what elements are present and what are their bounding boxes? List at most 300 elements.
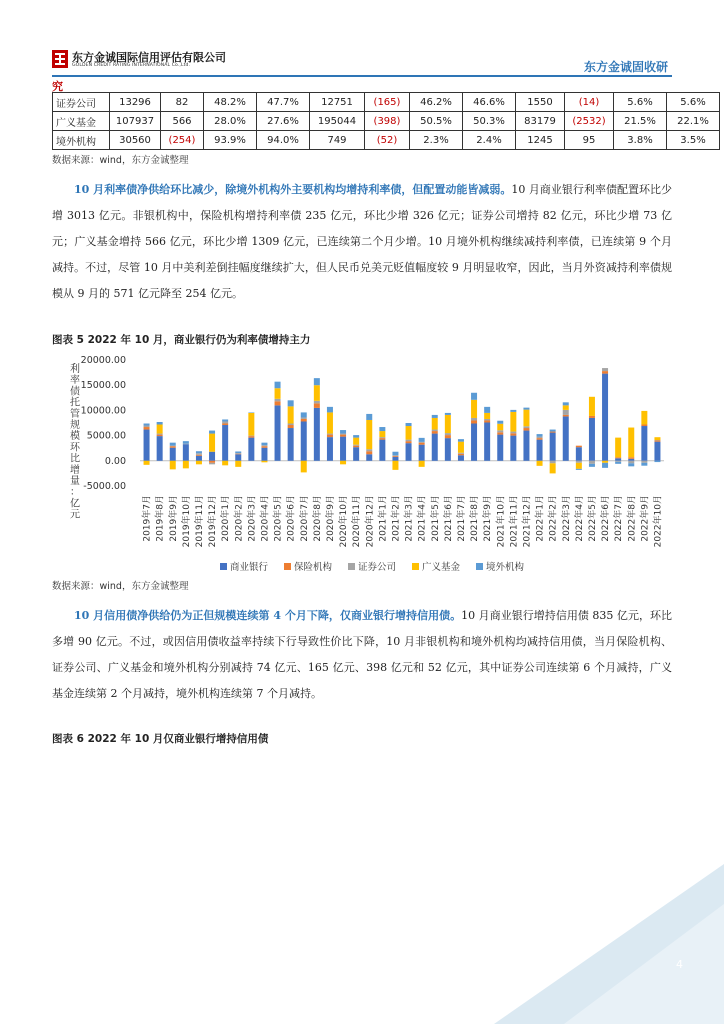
table-cell: 27.6% [257,112,310,131]
bar-segment [497,432,503,434]
table-cell: 2.4% [463,131,516,150]
bar-segment [419,443,425,445]
bar-segment [353,438,359,445]
bar-segment [484,419,490,421]
bar-segment [432,418,438,430]
x-tick-label: 2021年9月 [483,495,494,542]
bar-segment [235,454,241,461]
bar-segment [275,405,281,460]
row-label: 证券公司 [53,93,110,112]
page-number: 4 [676,958,683,971]
bar-segment [406,426,412,440]
bar-segment [589,464,595,467]
table-cell: 50.3% [463,112,516,131]
x-tick-label: 2020年2月 [234,495,245,542]
bar-segment [209,434,215,452]
table-cell: 28.0% [204,112,257,131]
bar-segment [196,456,202,461]
bar-segment [523,431,529,461]
bar-segment [602,368,608,371]
bar-segment [235,453,241,454]
x-tick-label: 2022年6月 [601,495,612,542]
bar-segment [235,451,241,453]
bar-segment [314,385,320,401]
x-tick-label: 2021年7月 [456,495,467,542]
bar-segment [550,463,556,473]
legend-swatch [220,563,227,570]
x-tick-label: 2022年5月 [587,495,598,542]
bar-segment [183,444,189,461]
y-tick-label: 0.00 [104,455,126,467]
bar-segment [379,438,385,440]
bar-segment [484,413,490,419]
table-cell: 13296 [110,93,161,112]
bar-segment [628,459,634,461]
bar-segment [563,405,569,410]
bar-segment [615,462,621,464]
bar-segment [406,441,412,443]
bar-segment [615,461,621,462]
bar-segment [235,461,241,467]
bar-segment [392,457,398,461]
bar-segment [288,428,294,461]
bar-segment [654,442,660,461]
x-tick-label: 2020年6月 [286,495,297,542]
bar-segment [510,432,516,434]
bar-segment [484,420,490,422]
bar-segment [510,433,516,435]
bar-segment [510,412,516,432]
brand-title: 东方金诚固收研 [583,60,668,74]
bar-segment [340,461,346,465]
bar-segment [432,430,438,432]
bar-segment [209,463,215,465]
bar-segment [654,437,660,440]
bar-segment [261,448,267,461]
bar-segment [458,454,464,456]
bar-segment [327,407,333,413]
x-tick-label: 2020年11月 [352,495,363,548]
bar-segment [445,415,451,433]
bar-segment [628,463,634,466]
table-cell: 82 [161,93,204,112]
bar-segment [144,424,150,426]
y-tick-label: 20000.00 [80,355,126,366]
table-cell: 566 [161,112,204,131]
bar-segment [641,426,647,461]
x-tick-label: 2022年9月 [640,495,651,542]
table-cell: 93.9% [204,131,257,150]
bar-segment [445,438,451,461]
bar-segment [222,425,228,461]
bar-segment [353,447,359,461]
bar-segment [654,440,660,441]
bar-segment [157,436,163,461]
bar-segment [222,461,228,466]
company-name-cn: 东方金诚国际信用评估有限公司 [72,51,226,64]
bar-segment [432,431,438,434]
y-tick-label: 15000.00 [80,380,126,392]
paragraph-credit [52,603,672,707]
bar-segment [510,410,516,412]
bar-segment [261,443,267,446]
bar-segment [628,461,634,464]
bar-segment [654,461,660,462]
bar-segment [576,461,582,463]
bar-segment [170,446,176,447]
bar-segment [458,455,464,461]
paragraph-rates-lead: 10 月利率债净供给环比减少，除境外机构外主要机构均增持利率债，但配置动能皆减弱。 [74,183,512,196]
table-cell: (254) [161,131,204,150]
bar-segment [301,461,307,473]
bar-segment [432,415,438,418]
table-cell: 94.0% [257,131,310,150]
bar-segment [301,417,307,419]
x-tick-label: 2020年1月 [221,495,232,542]
bar-segment [458,439,464,442]
table-cell: 749 [310,131,365,150]
bar-segment [497,424,503,431]
table-cell: 21.5% [614,112,667,131]
bar-segment [563,410,569,415]
bar-segment [170,446,176,448]
bar-segment [563,415,569,417]
bar-segment [353,435,359,438]
bar-segment [366,414,372,420]
bar-segment [157,434,163,435]
x-tick-label: 2022年8月 [627,495,638,542]
bar-segment [183,441,189,444]
bar-segment [366,420,372,449]
bar-segment [484,422,490,460]
bar-segment [576,469,582,470]
table-cell: 5.6% [614,93,667,112]
paragraph-rates-body: 10 月商业银行利率债配置环比少增 3013 亿元。非银机构中，保险机构增持利率债 235 亿元，环比少增 326 亿元；证券公司增持 82 亿元，环比少增 73 亿元；广义基金增持 566 亿元，环比少增 1309 亿元，已连续第二个月少增。10 月境外机构继续减持利率债，已连续第 9 个月减持。不过，尽管 10 月中美利差倒挂幅度继续扩大，但人民币兑美元贬值幅度较 9 月明显收窄，因此，当月外资减持利率债规模从 9 月的 571 亿元降至 254 亿元。 [52,183,672,300]
x-tick-label: 2021年8月 [470,495,481,542]
company-logo-icon [52,50,68,68]
table-cell: 48.2% [204,93,257,112]
bar-segment [157,425,163,434]
bar-segment [458,453,464,454]
x-tick-label: 2019年11月 [194,495,205,548]
x-tick-label: 2021年10月 [496,495,507,548]
holdings-table [52,92,720,150]
bar-segment [550,461,556,464]
bar-segment [170,443,176,446]
x-tick-label: 2021年2月 [391,495,402,542]
bar-segment [419,438,425,442]
x-tick-label: 2020年12月 [365,495,376,548]
bar-segment [248,438,254,461]
row-label: 境外机构 [53,131,110,150]
bar-segment [523,410,529,427]
x-tick-label: 2021年12月 [522,495,533,548]
x-tick-label: 2019年12月 [208,495,219,548]
bar-segment [209,452,215,461]
bar-segment [144,461,150,465]
company-name-en: GOLDEN CREDIT RATING INTERNATIONAL Co.,Ltd. [72,63,191,68]
bar-segment [458,442,464,453]
bar-segment [628,428,634,458]
x-tick-label: 2020年7月 [299,495,310,542]
bar-segment [196,461,202,465]
bar-segment [510,436,516,461]
bar-segment [523,428,529,431]
table-cell: (165) [365,93,410,112]
bar-segment [301,419,307,422]
bar-segment [314,403,320,408]
bar-segment [471,393,477,400]
bar-segment [144,427,150,430]
legend-swatch [348,563,355,570]
bar-segment [406,443,412,461]
bar-segment [615,458,621,461]
bar-segment [288,400,294,406]
bar-segment [550,432,556,433]
y-axis-label: 利率债托管规模环比增量：亿元 [70,364,80,521]
bar-segment [314,401,320,404]
bar-segment [248,436,254,437]
x-tick-label: 2022年4月 [574,495,585,542]
bar-segment [628,457,634,459]
bar-segment [576,446,582,448]
bar-segment [170,461,176,470]
bar-segment [222,421,228,423]
bar-segment [615,438,621,458]
bar-segment [497,435,503,461]
bar-segment [602,463,608,468]
bar-segment [654,440,660,441]
rates-bond-chart [52,350,672,580]
bar-segment [497,421,503,424]
corner-decoration [494,864,724,1024]
bar-segment [379,431,385,437]
bar-segment [641,461,647,463]
x-tick-label: 2022年10月 [653,495,664,548]
x-tick-label: 2020年9月 [325,495,336,542]
bar-segment [248,412,254,413]
table-row [53,112,720,131]
bar-segment [576,463,582,469]
bar-segment [589,397,595,416]
bar-segment [419,442,425,443]
paragraph-credit-lead: 10 月信用债净供给仍为正但规模连续第 4 个月下降，仅商业银行增持信用债。 [74,609,462,622]
x-tick-label: 2022年3月 [561,495,572,542]
table-cell: (398) [365,112,410,131]
table-cell: 30560 [110,131,161,150]
bar-segment [471,400,477,418]
bar-segment [497,430,503,432]
bar-segment [589,461,595,464]
y-tick-label: 10000.00 [80,405,126,417]
bar-segment [275,388,281,399]
table-cell: (2532) [565,112,614,131]
bar-segment [157,435,163,437]
bar-segment [196,455,202,456]
table-cell: 46.2% [410,93,463,112]
bar-segment [183,444,189,445]
bar-segment [261,446,267,448]
bar-segment [550,433,556,461]
bar-segment [379,437,385,438]
bar-segment [406,423,412,426]
table-cell: 107937 [110,112,161,131]
table-cell: 47.7% [257,93,310,112]
bar-segment [340,430,346,434]
x-tick-label: 2020年4月 [260,495,271,542]
table-cell: 1245 [516,131,565,150]
bar-segment [406,440,412,442]
bar-segment [471,420,477,423]
bar-segment [314,408,320,461]
bar-segment [392,456,398,457]
bar-segment [432,434,438,461]
bar-segment [484,407,490,413]
bar-segment [209,431,215,434]
bar-segment [170,448,176,461]
bar-segment [550,430,556,432]
bar-segment [327,434,333,435]
x-tick-label: 2020年5月 [273,495,284,542]
bar-segment [209,461,215,463]
bar-segment [288,425,294,428]
bar-segment [537,461,543,466]
table-cell: 22.1% [667,112,720,131]
y-tick-label: 5000.00 [86,430,126,442]
bar-segment [419,445,425,461]
y-tick-label: -5000.00 [83,481,126,492]
x-tick-label: 2019年10月 [181,495,192,548]
x-tick-label: 2021年5月 [430,495,441,542]
bar-segment [183,461,189,469]
bar-segment [537,438,543,440]
bar-segment [222,419,228,421]
bar-segment [576,447,582,461]
table-row [53,93,720,112]
legend-swatch [476,563,483,570]
table-row [53,131,720,150]
x-tick-label: 2020年3月 [247,495,258,542]
table-cell: 83179 [516,112,565,131]
bar-segment [563,416,569,460]
bar-segment [537,434,543,437]
table-cell: 1550 [516,93,565,112]
bar-segment [275,382,281,389]
bar-segment [314,378,320,385]
bar-segment [353,446,359,448]
x-tick-label: 2022年7月 [614,495,625,542]
chart-source: 数据来源：wind，东方金诚整理 [52,581,189,592]
bar-segment [301,412,307,417]
figure5-title: 图表 5 2022 年 10 月，商业银行仍为利率债增持主力 [52,334,311,346]
x-tick-label: 2019年7月 [142,495,153,542]
x-tick-label: 2020年10月 [339,495,350,548]
legend-label: 保险机构 [294,562,333,573]
bar-segment [615,457,621,458]
bar-segment [537,437,543,439]
bar-segment [641,411,647,425]
bar-segment [261,445,267,446]
table-cell: 12751 [310,93,365,112]
table-cell: 95 [565,131,614,150]
table-cell: 50.5% [410,112,463,131]
bar-segment [602,374,608,461]
bar-segment [340,435,346,437]
x-tick-label: 2021年1月 [378,495,389,542]
figure6-title: 图表 6 2022 年 10 月仅商业银行增持信用债 [52,733,269,745]
table-cell: 46.6% [463,93,516,112]
bar-segment [641,463,647,466]
x-tick-label: 2019年9月 [168,495,179,542]
table-cell: 2.3% [410,131,463,150]
bar-segment [602,371,608,374]
bar-segment [523,426,529,428]
table-cell: (14) [565,93,614,112]
bar-segment [327,412,333,433]
bar-segment [392,455,398,456]
bar-segment [471,418,477,421]
bar-segment [353,445,359,446]
x-tick-label: 2022年2月 [548,495,559,542]
x-tick-label: 2021年4月 [417,495,428,542]
bar-segment [602,461,608,463]
bar-segment [537,440,543,461]
paragraph-rates [52,177,672,307]
bar-segment [144,426,150,428]
x-tick-label: 2020年8月 [312,495,323,542]
bar-segment [301,421,307,460]
bar-segment [392,452,398,456]
bar-segment [379,427,385,431]
table-cell: 3.8% [614,131,667,150]
bar-segment [589,416,595,418]
x-tick-label: 2021年11月 [509,495,520,548]
bar-segment [288,406,294,423]
bar-segment [445,435,451,438]
table-source: 数据来源：wind，东方金诚整理 [52,155,189,166]
x-tick-label: 2022年1月 [535,495,546,542]
bar-segment [196,453,202,455]
legend-label: 证券公司 [358,562,397,573]
bar-segment [379,440,385,461]
x-tick-label: 2021年6月 [443,495,454,542]
row-label: 广义基金 [53,112,110,131]
legend-swatch [284,563,291,570]
bar-segment [157,422,163,425]
bar-segment [288,424,294,426]
legend-label: 广义基金 [422,562,461,573]
bar-segment [445,413,451,415]
bar-segment [523,408,529,410]
legend-label: 境外机构 [486,562,525,573]
bar-segment [589,418,595,461]
bar-segment [641,425,647,427]
paragraph-credit-body: 10 月商业银行增持信用债 835 亿元，环比多增 90 亿元。不过，或因信用债收益率持续下行导致性价比下降，10 月非银机构和境外机构均减持信用债，当月保险机构、证券公司、广义基金和境外机构分别减持 74 亿元、165 亿元、398 亿元和 52 亿元，其中证券公司连续第 6 个月减持，广义基金连续第 2 个月减持，境外机构连续第 7 个月减持。 [52,609,673,700]
bar-segment [327,435,333,438]
bar-segment [419,461,425,467]
bar-segment [340,437,346,461]
x-tick-label: 2021年3月 [404,495,415,542]
bar-segment [248,436,254,438]
legend-label: 商业银行 [230,562,269,573]
bar-segment [366,449,372,451]
table-cell: 3.5% [667,131,720,150]
bar-segment [445,433,451,435]
table-cell: (52) [365,131,410,150]
bar-segment [471,424,477,461]
bar-segment [196,451,202,453]
section-fragment: 究 [52,80,63,93]
